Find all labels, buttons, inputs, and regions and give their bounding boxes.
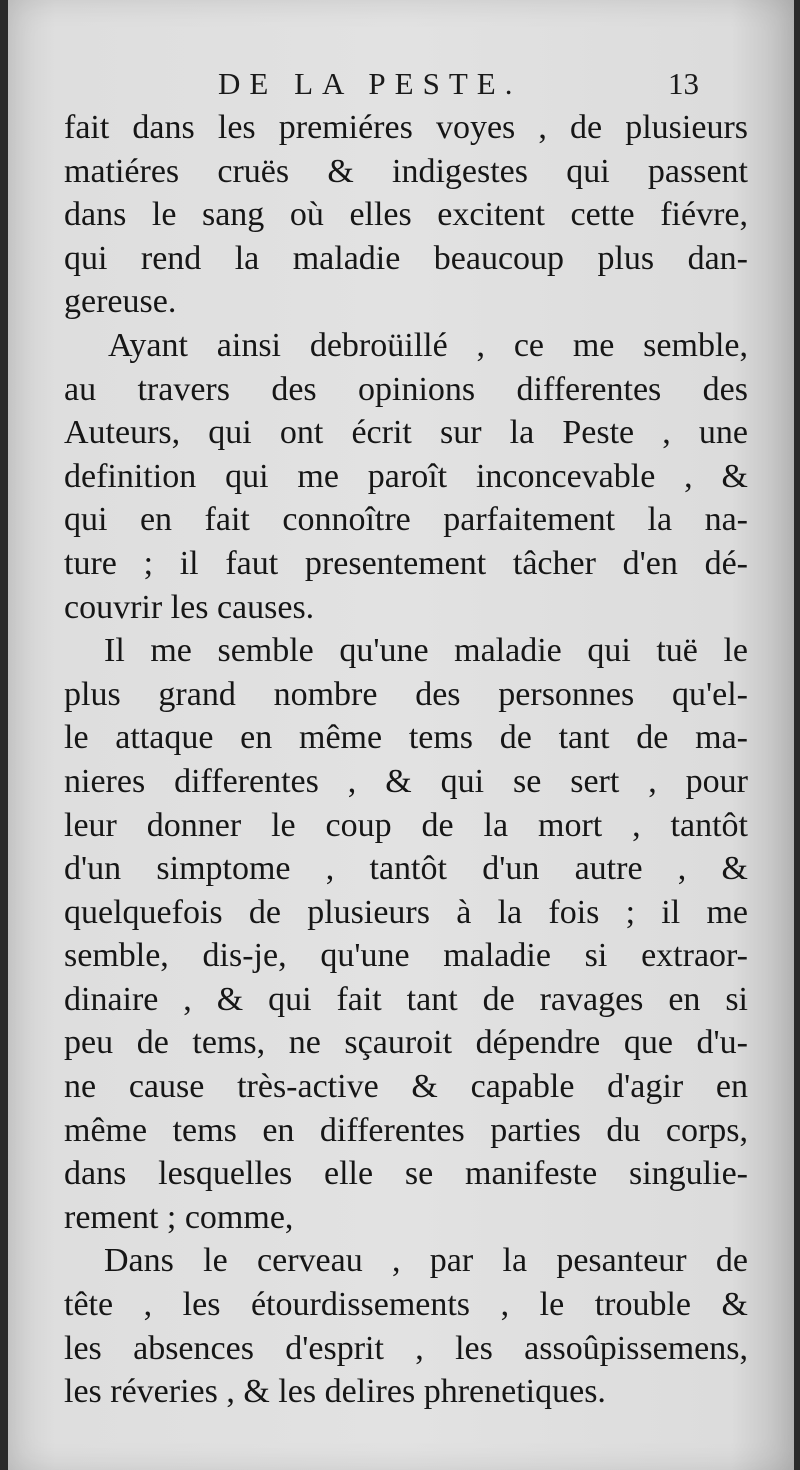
running-head: DE LA PESTE. — [218, 66, 522, 101]
text-line: ne cause très-active & capable d'agir en — [64, 1068, 748, 1106]
book-page — [8, 0, 794, 1470]
text-line: au travers des opinions differentes des — [64, 370, 748, 408]
text-line: qui en fait connoître parfaitement la na- — [64, 501, 748, 539]
text-line: Auteurs, qui ont écrit sur la Peste , une — [64, 414, 748, 452]
page-header — [8, 66, 794, 106]
text-line: ture ; il faut presentement tâcher d'en dé- — [64, 544, 748, 582]
text-line: qui rend la maladie beaucoup plus dan- — [64, 239, 748, 277]
text-line: plus grand nombre des personnes qu'el- — [64, 675, 748, 713]
text-line: tête , les étourdissements , le trouble & — [64, 1286, 748, 1324]
paragraph-first-line: Il me semble qu'une maladie qui tuë le — [104, 632, 748, 670]
text-line: definition qui me paroît inconcevable , & — [64, 457, 748, 495]
text-line: dans lesquelles elle se manifeste singulie- — [64, 1155, 748, 1193]
text-line: même tems en differentes parties du corps, — [64, 1111, 748, 1149]
page-number: 13 — [668, 66, 699, 101]
text-line: nieres differentes , & qui se sert , pour — [64, 762, 748, 800]
text-line: semble, dis-je, qu'une maladie si extraor- — [64, 937, 748, 975]
text-line: rement ; comme, — [64, 1198, 294, 1236]
text-line: d'un simptome , tantôt d'un autre , & — [64, 850, 748, 888]
text-line: couvrir les causes. — [64, 588, 315, 626]
body-text — [64, 106, 748, 1414]
text-line: quelquefois de plusieurs à la fois ; il me — [64, 893, 748, 931]
text-line: les réveries , & les delires phrenetiques. — [64, 1373, 606, 1411]
text-line: gereuse. — [64, 283, 177, 321]
text-line: matiéres cruës & indigestes qui passent — [64, 152, 748, 190]
text-line: le attaque en même tems de tant de ma- — [64, 719, 748, 757]
text-line: dinaire , & qui fait tant de ravages en si — [64, 980, 748, 1018]
paragraph-first-line: Ayant ainsi debroüillé , ce me semble, — [108, 326, 748, 364]
text-line: peu de tems, ne sçauroit dépendre que d'u- — [64, 1024, 748, 1062]
text-line: leur donner le coup de la mort , tantôt — [64, 806, 748, 844]
paragraph-first-line: Dans le cerveau , par la pesanteur de — [104, 1242, 748, 1280]
text-line: les absences d'esprit , les assoûpissemens, — [64, 1329, 748, 1367]
text-line: dans le sang où elles excitent cette fiévre, — [64, 196, 748, 234]
text-line: fait dans les premiéres voyes , de plusieurs — [64, 109, 748, 146]
